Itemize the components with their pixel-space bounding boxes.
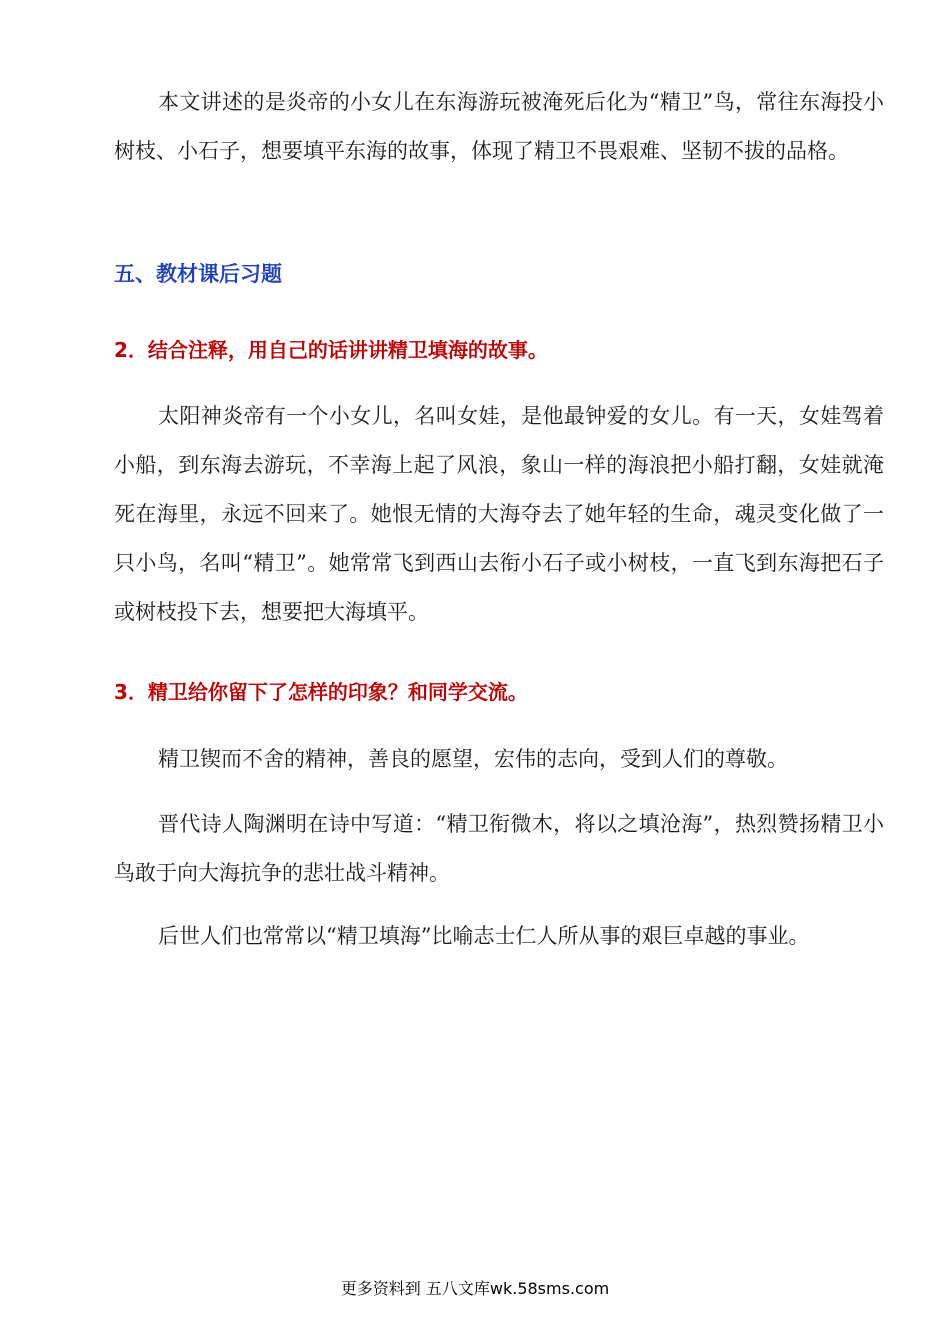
summary-paragraph: 本文讲述的是炎帝的小女儿在东海游玩被淹死后化为“精卫”鸟，常往东海投小树枝、小石子，想要填平东海的故事，体现了精卫不畏艰难、坚韧不拔的品格。 xyxy=(114,90,884,163)
question-3-answer-2: 晋代诗人陶渊明在诗中写道：“精卫衔微木，将以之填沧海”，热烈赞扬精卫小鸟敢于向大海抗争的悲壮战斗精神。 xyxy=(114,812,884,885)
question-3-heading: 3．精卫给你留下了怎样的印象？和同学交流。 xyxy=(114,680,528,704)
footer-link[interactable]: 更多资料到 五八文库wk.58sms.com xyxy=(340,1279,610,1298)
question-3-answer-3: 后世人们也常常以“精卫填海”比喻志士仁人所从事的艰巨卓越的事业。 xyxy=(158,924,810,948)
question-2-answer: 太阳神炎帝有一个小女儿，名叫女娃，是他最钟爱的女儿。有一天，女娃驾着小船，到东海去游玩，不幸海上起了风浪，象山一样的海浪把小船打翻，女娃就淹死在海里，永远不回来了。她恨无情的大海夺去了她年轻的生命，魂灵变化做了一只小鸟，名叫“精卫”。她常常飞到西山去衔小石子或小树枝，一直飞到东海把石子或树枝投下去，想要把大海填平。 xyxy=(114,404,884,624)
question-3-answer-1: 精卫锲而不舍的精神，善良的愿望，宏伟的志向，受到人们的尊敬。 xyxy=(158,747,788,771)
section-heading: 五、教材课后习题 xyxy=(114,262,282,286)
question-2-heading: 2．结合注释，用自己的话讲讲精卫填海的故事。 xyxy=(114,338,548,362)
